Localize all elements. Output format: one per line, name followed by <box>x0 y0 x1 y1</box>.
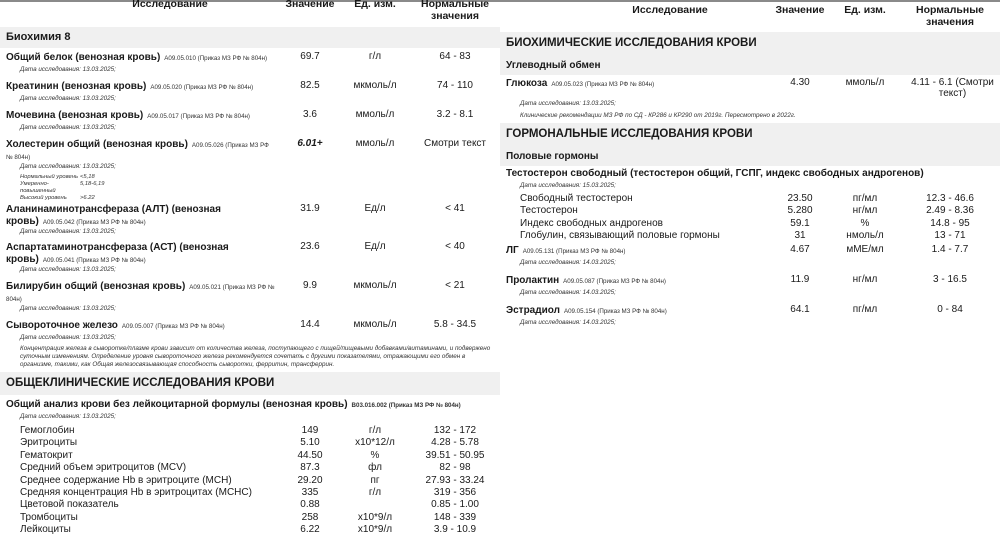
test-date: Дата исследования: 14.03.2025; <box>520 288 616 296</box>
test-unit: мкмоль/л <box>353 319 397 330</box>
column-header-value: Значение <box>775 4 825 16</box>
test-date: Дата исследования: 13.03.2025; <box>20 413 116 420</box>
table-header <box>500 0 1000 32</box>
param-norm: 12.3 - 46.6 <box>926 193 974 204</box>
param-name: Эритроциты <box>20 437 78 449</box>
test-norm: 0 - 84 <box>937 303 963 315</box>
test-code: A09.05.010 (Приказ МЗ РФ № 804н) <box>164 55 268 62</box>
test-code: A09.05.131 (Приказ МЗ РФ № 804н) <box>522 247 626 255</box>
param-norm: 39.51 - 50.95 <box>425 449 485 461</box>
test-date: Дата исследования: 13.03.2025; <box>20 334 116 341</box>
param-unit: x10*9/л <box>357 524 393 536</box>
test-unit: ммоль/л <box>355 109 395 120</box>
param-value: 5.280 <box>787 205 813 217</box>
test-row <box>500 304 1000 318</box>
param-value: 335 <box>301 486 319 498</box>
cbc-row <box>0 487 500 499</box>
test-value: 69.7 <box>300 51 320 62</box>
test-code: A09.05.007 (Приказ МЗ РФ № 804н) <box>121 323 225 330</box>
test-code: A09.05.087 (Приказ МЗ РФ № 804н) <box>563 277 666 285</box>
param-norm: 4.28 - 5.78 <box>431 437 479 449</box>
test-date: Дата исследования: 13.03.2025; <box>20 228 116 235</box>
cbc-row <box>0 524 500 536</box>
cholesterol-levels <box>0 174 500 202</box>
test-norm: 3.2 - 8.1 <box>436 109 474 120</box>
test-date: Дата исследования: 13.03.2025; <box>20 95 116 102</box>
test-unit: ммоль/л <box>845 77 885 88</box>
param-value: 0.88 <box>300 499 320 511</box>
norm-header-line1: Нормальные <box>915 4 984 16</box>
param-norm: 319 - 356 <box>433 486 477 498</box>
test-value-flagged: 6.01+ <box>297 138 323 149</box>
test-name: Общий белок (венозная кровь) <box>6 52 161 63</box>
test-norm: Смотри текст <box>423 138 487 149</box>
param-unit: x10*9/л <box>357 511 393 523</box>
test-norm: 3 - 16.5 <box>933 273 967 285</box>
subsection-heading: Углеводный обмен <box>500 55 1000 75</box>
test-date: Дата исследования: 13.03.2025; <box>20 66 116 73</box>
param-value: 59.1 <box>790 217 810 229</box>
test-unit: ммоль/л <box>355 138 395 149</box>
test-name: Аспартатаминотрансфераза (АСТ) (венозная кровь) <box>6 242 229 265</box>
test-norm: < 40 <box>445 241 465 252</box>
test-name: Аланинаминотрансфераза (АЛТ) (венозная кровь) <box>6 204 221 227</box>
column-header-value: Значение <box>285 0 335 10</box>
param-value: 87.3 <box>300 462 320 474</box>
test-date: Дата исследования: 13.03.2025; <box>20 266 116 273</box>
test-unit: Ед/л <box>364 241 386 252</box>
test-norm: 74 - 110 <box>437 80 473 91</box>
param-name: Гемоглобин <box>20 425 75 436</box>
testosterone-heading <box>500 167 1000 181</box>
param-name: Средний объем эритроцитов (MCV) <box>20 462 187 474</box>
column-header-unit: Ед. изм. <box>844 4 886 16</box>
test-value: 31.9 <box>300 203 320 214</box>
test-date: Дата исследования: 13.03.2025; <box>20 124 116 131</box>
test-code: A09.05.023 (Приказ МЗ РФ № 804н) <box>551 81 655 88</box>
param-name: Среднее содержание Hb в эритроците (MCH) <box>20 474 232 486</box>
param-unit: пг/мл <box>852 193 878 204</box>
cbc-row <box>0 425 500 437</box>
test-name: Билирубин общий (венозная кровь) <box>6 281 186 292</box>
level-value: 5,18-6,19 <box>80 181 105 187</box>
test-value: 4.30 <box>790 77 810 88</box>
test-unit: Ед/л <box>364 203 386 214</box>
param-value: 149 <box>301 425 319 436</box>
param-name: Тромбоциты <box>20 511 78 523</box>
param-name: Свободный тестостерон <box>520 193 633 204</box>
test-code: A09.05.042 (Приказ МЗ РФ № 804н) <box>42 219 146 226</box>
param-name: Средняя концентрация Hb в эритроцитах (MCHC) <box>20 486 252 498</box>
test-date: Дата исследования: 15.03.2025; <box>520 182 616 189</box>
param-norm: 3.9 - 10.9 <box>433 524 477 536</box>
test-norm: 64 - 83 <box>439 51 471 62</box>
test-row-glucose <box>500 77 1000 99</box>
test-name: Холестерин общий (венозная кровь) <box>6 139 188 150</box>
test-value: 64.1 <box>790 303 810 315</box>
test-value: 82.5 <box>300 80 320 91</box>
norm-line2: текст) <box>938 88 967 99</box>
test-unit: нг/мл <box>852 273 878 285</box>
test-code: A09.05.041 (Приказ МЗ РФ № 804н) <box>42 257 146 264</box>
param-name: Индекс свободных андрогенов <box>520 217 663 229</box>
test-value: 4.67 <box>790 243 810 255</box>
param-norm: 82 - 98 <box>439 462 471 474</box>
param-norm: 0.85 - 1.00 <box>431 499 479 511</box>
level-label: Умеренно-повышенный <box>20 181 56 194</box>
test-unit: г/л <box>368 51 382 62</box>
column-header-test: Исследование <box>632 4 708 16</box>
test-code: A09.05.020 (Приказ МЗ РФ № 804н) <box>150 84 254 91</box>
column-header-test: Исследование <box>132 0 208 10</box>
param-name: Лейкоциты <box>20 524 71 536</box>
cbc-row <box>0 437 500 449</box>
param-unit: г/л <box>368 486 382 498</box>
hormone-row <box>500 205 1000 217</box>
hormone-row <box>500 218 1000 230</box>
test-date: Дата исследования: 13.03.2025; <box>20 305 116 312</box>
param-unit: % <box>860 217 870 229</box>
param-name: Цветовой показатель <box>20 499 119 511</box>
param-value: 29.20 <box>297 474 323 486</box>
param-norm: 2.49 - 8.36 <box>926 205 974 217</box>
cbc-row <box>0 512 500 524</box>
test-value: 9.9 <box>303 280 317 291</box>
test-row <box>500 244 1000 258</box>
param-norm: 14.8 - 95 <box>930 217 970 229</box>
test-value: 14.4 <box>300 319 320 330</box>
param-unit: пг <box>370 474 380 486</box>
test-date: Дата исследования: 14.03.2025; <box>520 258 616 266</box>
section-heading: ОБЩЕКЛИНИЧЕСКИЕ ИССЛЕДОВАНИЯ КРОВИ <box>0 372 500 395</box>
param-norm: 148 - 339 <box>433 511 477 523</box>
test-code: A09.05.154 (Приказ МЗ РФ № 804н) <box>563 307 667 315</box>
param-value: 44.50 <box>297 449 323 461</box>
param-norm: 132 - 172 <box>433 425 477 436</box>
level-value: >6.22 <box>80 195 95 201</box>
param-unit: нг/мл <box>852 205 878 217</box>
test-name: Общий анализ крови без лейкоцитарной формулы (венозная кровь) <box>6 399 348 410</box>
param-unit: фл <box>368 462 382 474</box>
test-name: Эстрадиол <box>506 304 560 316</box>
cbc-row <box>0 499 500 511</box>
test-row <box>0 319 500 333</box>
column-header-norm <box>910 4 990 28</box>
test-name: Сывороточное железо <box>6 320 118 331</box>
section-heading: БИОХИМИЧЕСКИЕ ИССЛЕДОВАНИЯ КРОВИ <box>500 32 1000 55</box>
test-row <box>500 274 1000 288</box>
param-norm: 13 - 71 <box>934 230 966 242</box>
test-row <box>0 241 500 265</box>
param-norm: 27.93 - 33.24 <box>425 474 485 486</box>
test-row <box>0 280 500 304</box>
cbc-row <box>0 450 500 462</box>
column-header-unit: Ед. изм. <box>354 0 396 10</box>
hormone-row <box>500 230 1000 242</box>
param-value: 6.22 <box>300 524 320 536</box>
test-unit: мМЕ/мл <box>846 243 884 255</box>
param-value: 258 <box>301 511 319 523</box>
test-name: Пролактин <box>506 274 560 286</box>
test-unit: пг/мл <box>852 303 878 315</box>
test-date: Дата исследования: 13.03.2025; <box>20 163 116 170</box>
cbc-row <box>0 462 500 474</box>
param-value: 5.10 <box>300 437 320 449</box>
hormone-row <box>500 193 1000 205</box>
param-name: Гематокрит <box>20 449 73 461</box>
test-name: Тестостерон свободный (тестостерон общий, ГСПГ, индекс свободных андрогенов) <box>506 168 924 179</box>
norm-line1: 4.11 - 6.1 (Смотри <box>911 77 994 88</box>
test-norm: 1.4 - 7.7 <box>931 243 969 255</box>
test-date: Дата исследования: 13.03.2025; <box>520 100 616 107</box>
param-name: Тестостерон <box>520 205 578 217</box>
param-unit: % <box>370 449 380 461</box>
test-code: B03.016.002 (Приказ МЗ РФ № 804н) <box>351 402 461 409</box>
test-code: A09.05.017 (Приказ МЗ РФ № 804н) <box>147 113 250 120</box>
level-label: Нормальный уровень <box>20 174 79 180</box>
param-unit: x10*12/л <box>355 437 395 449</box>
test-norm: < 21 <box>445 280 465 291</box>
test-norm: < 41 <box>445 203 465 214</box>
test-row <box>0 203 500 227</box>
iron-note: Концентрация железа в сыворотке/плазме крови зависит от количества железа, поступающего с пищей/пищевыми добавками/витаминами, и подвержено суточным изменениям. Определение уровня сывороточного железа рекомендуется сочетать с другими показателями, отражающими его обмен в организме, такими, как Общая железосвязывающая способность сыворотки, ферритин, трансферрин. <box>20 345 491 368</box>
subsection-heading: Половые гормоны <box>500 146 1000 166</box>
level-label: Высокий уровень <box>20 195 67 201</box>
norm-header-line2: значения <box>431 10 479 22</box>
test-name: Глюкоза <box>506 78 548 89</box>
test-name: Креатинин (венозная кровь) <box>6 81 147 92</box>
param-value: 31 <box>794 230 806 242</box>
cbc-heading <box>0 398 500 412</box>
param-name: Глобулин, связывающий половые гормоны <box>520 230 720 242</box>
column-header-norm <box>415 0 495 22</box>
test-name: ЛГ <box>506 244 519 256</box>
param-value: 23.50 <box>787 193 813 204</box>
test-code: A09.05.026 (Приказ МЗ РФ № 804н) <box>6 142 269 161</box>
norm-header-line2: значения <box>926 16 974 28</box>
test-date: Дата исследования: 14.03.2025; <box>520 318 616 326</box>
test-value: 3.6 <box>303 109 317 120</box>
test-row <box>0 80 500 94</box>
test-norm <box>905 77 1000 99</box>
test-value: 23.6 <box>300 241 320 252</box>
test-unit: мкмоль/л <box>353 280 397 291</box>
right-report-column <box>500 0 1000 328</box>
test-norm: 5.8 - 34.5 <box>433 319 477 330</box>
section-heading: ГОРМОНАЛЬНЫЕ ИССЛЕДОВАНИЯ КРОВИ <box>500 123 1000 146</box>
test-unit: мкмоль/л <box>353 80 397 91</box>
level-value: <5,18 <box>80 174 95 180</box>
section-heading: Биохимия 8 <box>0 27 500 48</box>
test-value: 11.9 <box>790 273 810 285</box>
test-row <box>0 109 500 123</box>
glucose-note: Клинические рекомендации МЗ РФ по СД - КР286 и КР290 от 2019г. Пересмотрено в 2022г. <box>520 112 796 119</box>
test-name: Мочевина (венозная кровь) <box>6 110 144 121</box>
test-row-cholesterol <box>0 138 500 162</box>
param-unit: г/л <box>368 425 382 436</box>
cbc-row <box>0 475 500 487</box>
norm-header-line1: Нормальные <box>420 0 489 10</box>
param-unit: нмоль/л <box>846 230 884 242</box>
test-code: A09.05.021 (Приказ МЗ РФ № 804н) <box>6 284 275 303</box>
test-row <box>0 51 500 65</box>
table-header <box>0 0 500 27</box>
